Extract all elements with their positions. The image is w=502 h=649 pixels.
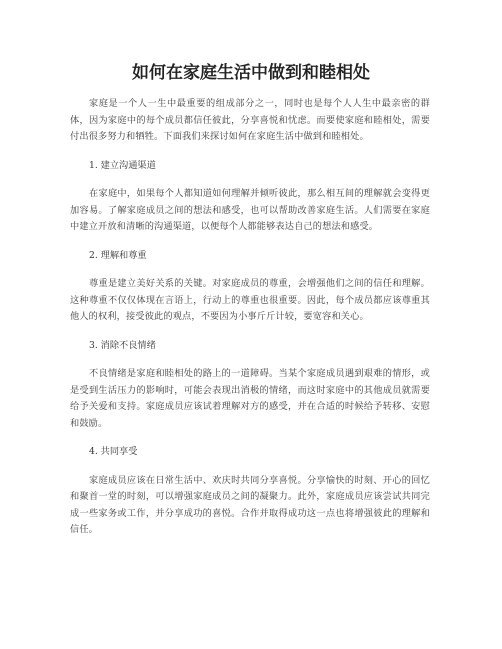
- section-heading-3: 3. 消除不良情绪: [89, 339, 156, 351]
- document-title: 如何在家庭生活中做到和睦相处: [132, 63, 370, 83]
- section-heading-2: 2. 理解和尊重: [89, 249, 147, 261]
- intro-paragraph: 家庭是一个人一生中最重要的组成部分之一，同时也是每个人人生中最亲密的群体，因为家庭中的每个成员都信任彼此，分享喜悦和忧虑。而要使家庭和睦相处，需要付出很多努力和牺牲。下面我们来探讨如何在家庭生活中做到和睦相处。: [70, 98, 430, 142]
- section-paragraph-2: 尊重是建立美好关系的关键。对家庭成员的尊重，会增强他们之间的信任和理解。这种尊重不仅仅体现在言语上，行动上的尊重也很重要。因此，每个成员都应该尊重其他人的权利，接受彼此的观点，不要因为小事斤斤计较，要宽容和关心。: [70, 278, 430, 322]
- section-paragraph-4: 家庭成员应该在日常生活中、欢庆时共同分享喜悦。分享愉快的时刻、开心的回忆和聚首一堂的时刻，可以增强家庭成员之间的凝聚力。此外，家庭成员应该尝试共同完成一些家务或工作，并分享成功的喜悦。合作并取得成功这一点也将增强彼此的理解和信任。: [70, 474, 430, 535]
- section-paragraph-3: 不良情绪是家庭和睦相处的路上的一道障碍。当某个家庭成员遇到艰难的情形，或是受到生活压力的影响时，可能会表现出消极的情绪，而这时家庭中的其他成员就需要给予关爱和支持。家庭成员应该试着理解对方的感受，并在合适的时候给予转移、安慰和鼓励。: [70, 368, 430, 429]
- section-paragraph-1: 在家庭中，如果每个人都知道如何理解并倾听彼此，那么相互间的理解就会变得更加容易。了解家庭成员之间的想法和感受，也可以帮助改善家庭生活。人们需要在家庭中建立开放和清晰的沟通渠道，以便每个人都能够表达自己的想法和感受。: [70, 188, 430, 232]
- document-body: [70, 96, 430, 539]
- section-heading-4: 4. 共同享受: [89, 446, 138, 457]
- section-heading-1: 1. 建立沟通渠道: [89, 159, 156, 171]
